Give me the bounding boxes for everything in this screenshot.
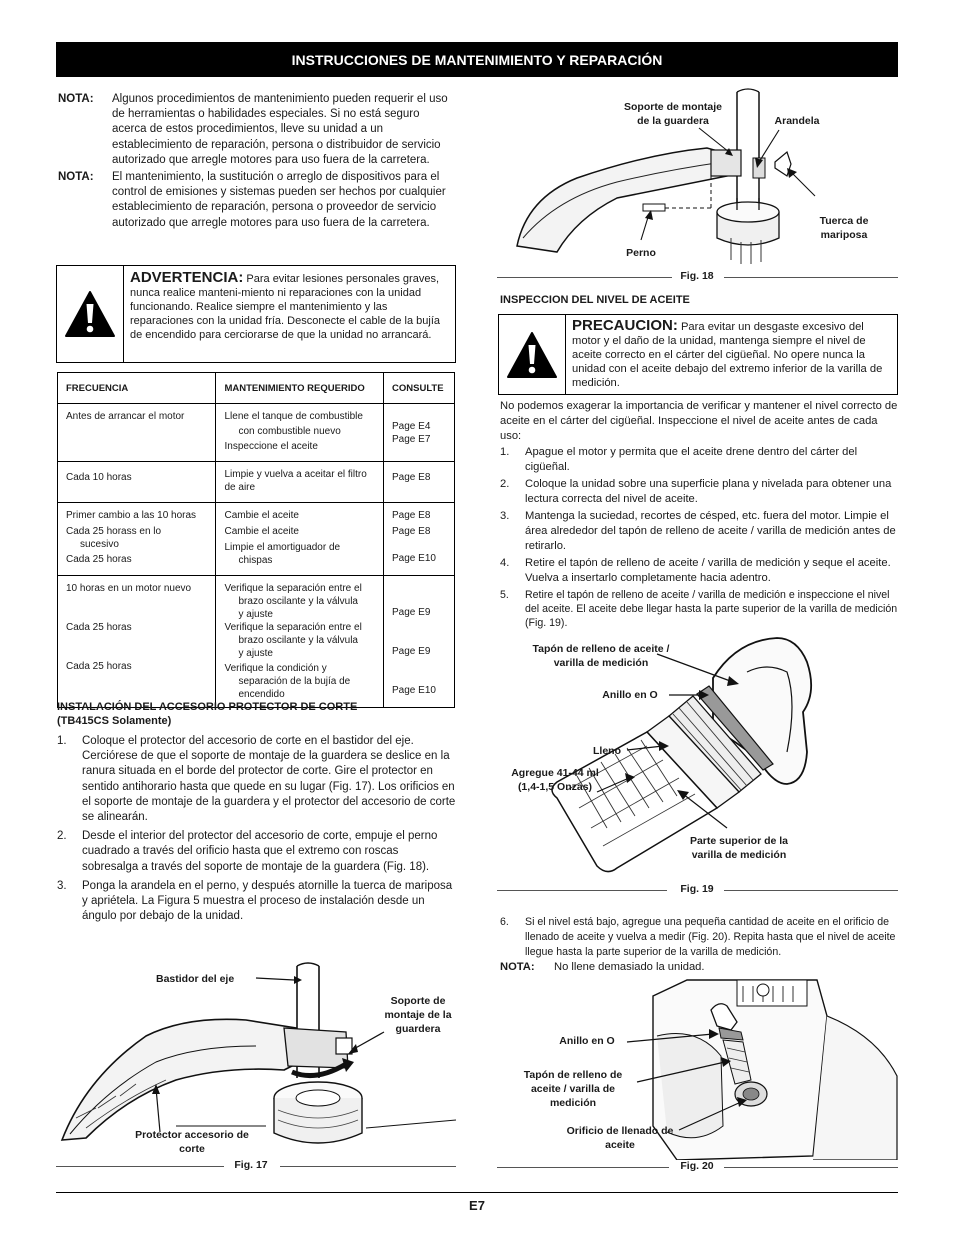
step-number: 6. <box>500 916 509 928</box>
step-text: Coloque el protector del accesorio de corte en el bastidor del eje. Cerciórese de que el soporte de montaje de la guardera se deslice en la ranura situada en el borde del protector de corte. Gire el protector en sentido antihorario hasta que quede en su lugar (Fig. 17). Los orificios en el soporte de montaje de la guardera y el protector del accesorio de corte se alinearán. <box>82 735 456 824</box>
figure-20 <box>497 976 899 1160</box>
list-item <box>500 556 898 586</box>
table-cell: encendido <box>238 689 285 700</box>
label-cutting-protector: Protector accesorio de corte <box>135 1129 249 1155</box>
install-section <box>57 700 457 924</box>
note-label: NOTA: <box>58 93 94 105</box>
divider <box>497 1167 669 1168</box>
table-cell: Page E7 <box>392 434 431 445</box>
table-row <box>58 462 455 503</box>
table-cell: Verifique la separación entre el <box>224 583 362 594</box>
install-title: INSTALACIÓN DEL ACCESORIO PROTECTOR DE CORTE <box>57 701 358 713</box>
fig18-caption: Fig. 18 <box>680 270 714 282</box>
install-subtitle: (TB415CS Solamente) <box>57 715 172 727</box>
fig19-caption: Fig. 19 <box>680 883 714 895</box>
divider <box>724 1167 898 1168</box>
section-title: INSTRUCCIONES DE MANTENIMIENTO Y REPARACIÓN <box>291 51 663 68</box>
table-cell: chispas <box>238 555 273 566</box>
notes-block <box>58 92 456 231</box>
table-cell: Page E10 <box>392 553 436 564</box>
list-item <box>500 588 898 630</box>
label-guard-bracket: Soporte de montaje de la guardera <box>384 995 452 1035</box>
table-cell: brazo oscilante y la válvula <box>238 635 358 646</box>
warning-icon <box>57 266 124 362</box>
caution-text: Para evitar un desgaste excesivo del motor y el daño de la unidad, mantenga siempre el nivel de aceite correcto en el cárter del cigüeñal. No opere nunca la unidad con el aceite debajo del extremo inferior de la varilla de medición. <box>572 321 883 389</box>
caution-icon <box>499 315 566 394</box>
table-row <box>58 503 455 576</box>
table-cell: Verifique la separación entre el <box>224 622 362 633</box>
figure-19 <box>497 632 899 880</box>
table-cell: Page E9 <box>392 646 431 657</box>
label-guard-bracket: Soporte de montaje de la guardera <box>623 101 722 127</box>
table-cell: Llene el tanque de combustible <box>224 411 363 422</box>
caution-box <box>498 314 898 395</box>
note-text: Algunos procedimientos de mantenimiento pueden requerir el uso de herramientas o habilidades especiales. Si no está seguro acerca de estos procedimientos, lleve su unidad a un establecimiento de reparación, persona o distribuidor de servicio autorizado que arregle motores para uso fuera de la carretera. <box>112 93 448 166</box>
label-full: Lleno <box>593 745 621 757</box>
table-cell: Page E8 <box>392 472 431 483</box>
oil-step-6 <box>500 915 898 975</box>
table-cell: 10 horas en un motor nuevo <box>66 583 192 594</box>
divider <box>56 1166 224 1167</box>
label-fill-hole: Orificio de llenado de aceite <box>566 1125 674 1151</box>
warning-title: ADVERTENCIA: <box>130 269 244 286</box>
table-cell: Page E9 <box>392 607 431 618</box>
fig17-caption: Fig. 17 <box>234 1159 268 1171</box>
table-cell: sucesivo <box>80 539 119 550</box>
table-cell: Limpie el amortiguador de <box>224 542 341 553</box>
table-cell: Limpie y vuelva a aceitar el filtro de aire <box>224 469 367 493</box>
warning-text: Para evitar lesiones personales graves, nunca realice manteni-miento ni reparaciones con la unidad funcionando. Realice siempre el mantenimiento y las reparaciones con la unidad fría. Desconecte el cable de la bujía de encendido para cerciorarse de que la unidad no arrancará. <box>130 273 441 341</box>
step-text: Coloque la unidad sobre una superficie plana y nivelada para obtener una lectura correcta del nivel de aceite. <box>525 478 892 505</box>
trimmer-guard-illustration <box>56 958 458 1176</box>
figure-17 <box>56 958 458 1176</box>
table-cell: con combustible nuevo <box>238 426 341 437</box>
table-cell: Cada 25 horass en lo <box>66 526 162 537</box>
table-cell: Inspeccione el aceite <box>224 441 318 452</box>
note-label: NOTA: <box>500 961 535 973</box>
table-cell: Page E8 <box>392 510 431 521</box>
step-text: Mantenga la suciedad, recortes de césped, etc. fuera del motor. Limpie el área alrededor del tapón de relleno de aceite / varilla de medición antes de retirarlo. <box>525 510 896 552</box>
step-number: 4. <box>500 557 510 569</box>
step-number: 3. <box>57 879 67 892</box>
note-2 <box>58 170 456 231</box>
section-header <box>56 42 898 77</box>
table-cell: Cada 10 horas <box>66 472 132 483</box>
table-cell: y ajuste <box>238 609 273 620</box>
divider <box>280 1166 456 1167</box>
caution-title: PRECAUCION: <box>572 317 678 334</box>
table-row <box>58 404 455 462</box>
table-header-frequency: FRECUENCIA <box>58 373 216 404</box>
label-add-oil: Agregue 41-44 ml (1,4-1,5 Onzas) <box>511 767 599 793</box>
table-cell: y ajuste <box>238 648 273 659</box>
table-cell: Verifique la condición y <box>224 663 327 674</box>
step-number: 2. <box>57 830 67 843</box>
maintenance-table <box>57 372 455 708</box>
note-text: No llene demasiado la unidad. <box>554 961 705 973</box>
step-number: 5. <box>500 589 509 601</box>
table-header-maintenance: MANTENIMIENTO REQUERIDO <box>216 373 384 404</box>
warning-box <box>56 265 456 363</box>
table-cell: Antes de arrancar el motor <box>66 411 185 422</box>
oil-instructions <box>500 399 898 630</box>
label-bolt: Perno <box>626 247 656 259</box>
list-item <box>57 829 457 875</box>
note-label: NOTA: <box>58 171 94 184</box>
note-1 <box>58 92 456 168</box>
table-cell: Cambie el aceite <box>224 526 299 537</box>
list-item <box>57 879 457 925</box>
table-row <box>58 576 455 708</box>
list-item <box>500 477 898 507</box>
list-item <box>500 509 898 554</box>
step-text: Desde el interior del protector del accesorio de corte, empuje el perno cuadrado a través del orificio hasta que el extremo con roscas sobresalga a través del soporte de montaje de la guardera (Fig. 18). <box>82 830 438 873</box>
step-number: 2. <box>500 478 510 490</box>
table-cell: Cada 25 horas <box>66 622 132 633</box>
label-dipstick-top: Parte superior de la varilla de medición <box>689 835 789 861</box>
label-washer: Arandela <box>774 115 820 127</box>
step-number: 1. <box>57 735 67 747</box>
divider <box>497 890 667 891</box>
step-text: Ponga la arandela en el perno, y después atornille la tuerca de mariposa y apriétela. La Figura 5 muestra el proceso de instalación desde un ángulo por debajo de la unidad. <box>82 879 453 923</box>
page-number: E7 <box>469 1198 485 1213</box>
table-cell: Page E8 <box>392 526 431 537</box>
table-cell: Cada 25 horas <box>66 661 132 672</box>
list-item <box>500 915 898 960</box>
table-cell: Cambie el aceite <box>224 510 299 521</box>
table-cell: brazo oscilante y la válvula <box>238 596 358 607</box>
oil-note <box>500 960 898 975</box>
footer-rule <box>56 1192 898 1193</box>
step-number: 3. <box>500 510 510 522</box>
table-cell: Page E10 <box>392 685 436 696</box>
label-o-ring: Anillo en O <box>602 689 658 701</box>
list-item <box>57 734 457 825</box>
table-cell: Primer cambio a las 10 horas <box>66 510 197 521</box>
step-number: 1. <box>500 446 510 458</box>
label-o-ring: Anillo en O <box>559 1035 615 1047</box>
table-cell: separación de la bujía de <box>238 676 351 687</box>
step-text: Si el nivel está bajo, agregue una pequeña cantidad de aceite en el orificio de llenado de aceite y vuelva a medir (Fig. 20). Repita hasta que el nivel de aceite llegue hasta la parte superior de la varilla de medición. <box>525 916 896 958</box>
fig20-caption: Fig. 20 <box>680 1160 714 1172</box>
oil-intro: No podemos exagerar la importancia de verificar y mantener el nivel correcto de aceite en el cárter del cigüeñal. Inspeccione el nivel de aceite antes de cada uso: <box>500 400 898 442</box>
label-fill-cap: Tapón de relleno de aceite / varilla de medición <box>532 643 670 669</box>
table-header-consult: CONSULTE <box>384 373 455 404</box>
list-item <box>500 445 898 475</box>
divider <box>497 277 672 278</box>
divider <box>724 277 898 278</box>
table-cell: Cada 25 horas <box>66 554 132 565</box>
note-text: El mantenimiento, la sustitución o arreglo de dispositivos para el control de emisiones y sistemas pueden ser hechos por cualquier establecimiento de reparación, persona o proveedor de servicio autorizado que arregle motores para uso fuera de la carretera. <box>112 171 446 229</box>
label-shaft: Bastidor del eje <box>156 973 235 985</box>
oil-section-title: INSPECCION DEL NIVEL DE ACEITE <box>500 294 690 306</box>
label-fill-cap: Tapón de relleno de aceite / varilla de medición <box>523 1069 623 1109</box>
step-text: Retire el tapón de relleno de aceite / varilla de medición y seque el aceite. Vuelva a insertarlo completamente hacia adentro. <box>525 557 891 584</box>
divider <box>724 890 898 891</box>
step-text: Retire el tapón de relleno de aceite / varilla de medición e inspeccione el nivel del aceite. El aceite debe llegar hasta la parte superior de la varilla de medición (Fig. 19). <box>525 589 898 629</box>
label-wing-nut: Tuerca de mariposa <box>819 215 869 241</box>
table-cell: Page E4 <box>392 421 431 432</box>
step-text: Apague el motor y permita que el aceite drene dentro del cárter del cigüeñal. <box>525 446 858 473</box>
figure-18 <box>497 88 899 266</box>
